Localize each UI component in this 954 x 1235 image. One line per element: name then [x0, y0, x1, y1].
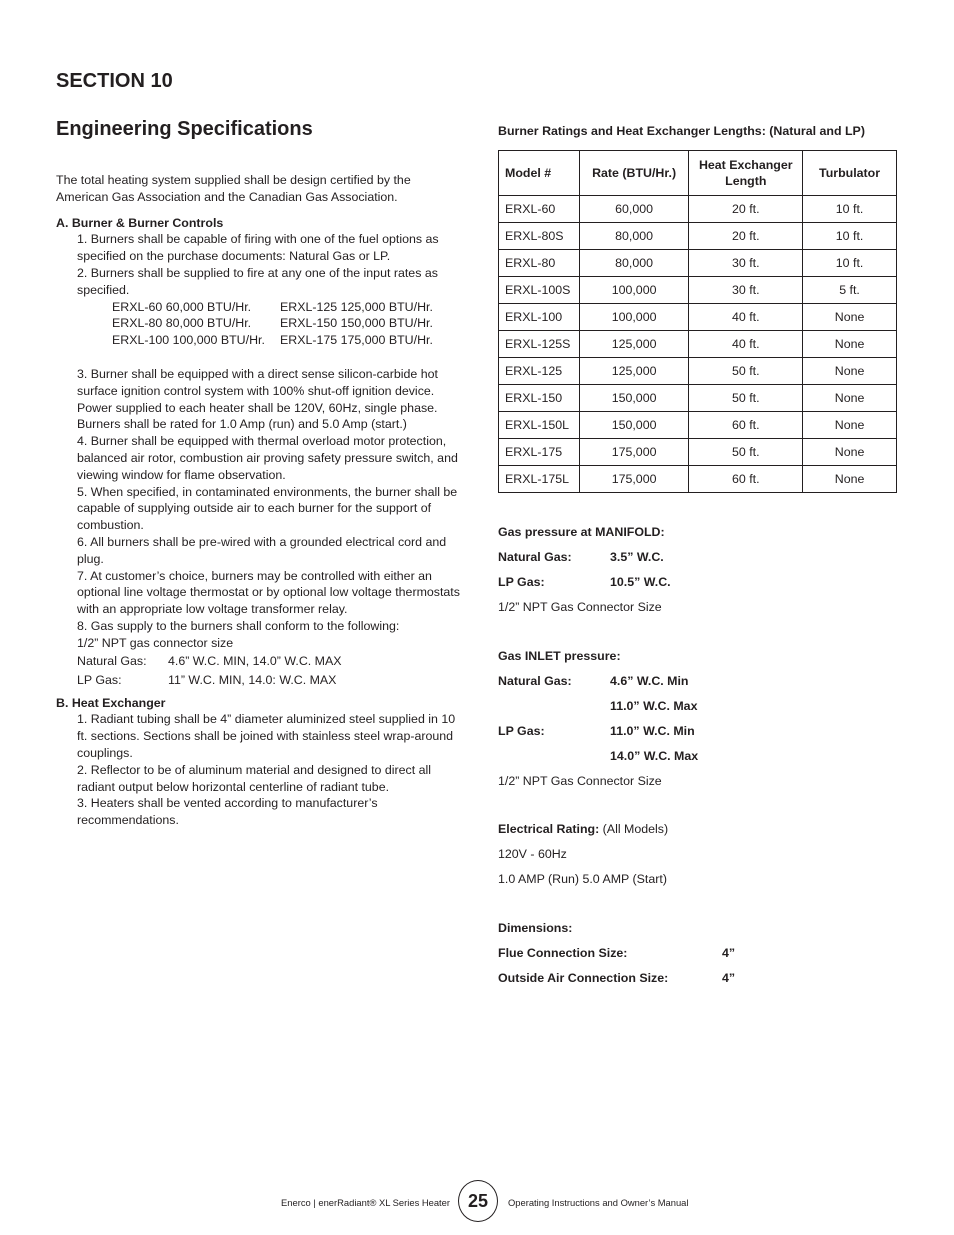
cell-turbulator: None	[803, 304, 897, 331]
dimensions-heading: Dimensions:	[498, 921, 573, 935]
cell-model: ERXL-80	[499, 250, 580, 277]
heat-exchanger-item-2: 2. Reflector to be of aluminum material and designed to direct all radiant output below horizontal centerline of radiant tube.	[77, 762, 432, 794]
gas-supply-natural	[56, 652, 461, 671]
cell-length: 40 ft.	[689, 331, 803, 358]
cell-rate: 125,000	[579, 331, 689, 358]
electrical-voltage: 120V - 60Hz	[498, 847, 567, 861]
rate-entry: ERXL-80 80,000 BTU/Hr.	[112, 316, 252, 331]
cell-rate: 175,000	[579, 439, 689, 466]
heat-exchanger-item-1: 1. Radiant tubing shall be 4” diameter aluminized steel supplied in 10 ft. sections. Sections shall be joined with stainless steel wrap-around couplings.	[77, 712, 456, 760]
flue-size-label: Flue Connection Size:	[498, 946, 628, 960]
burner-item-6: 6. All burners shall be pre-wired with a grounded electrical cord and plug.	[77, 534, 447, 566]
table-title: Burner Ratings and Heat Exchanger Lengths: (Natural and LP)	[498, 124, 865, 138]
cell-rate: 150,000	[579, 412, 689, 439]
table-row	[499, 466, 897, 493]
input-rates-list	[56, 299, 461, 349]
cell-turbulator: 10 ft.	[803, 250, 897, 277]
cell-model: ERXL-150L	[499, 412, 580, 439]
table-row	[499, 412, 897, 439]
table-row	[499, 277, 897, 304]
cell-turbulator: 10 ft.	[803, 196, 897, 223]
table-row	[499, 358, 897, 385]
table-row	[499, 439, 897, 466]
gas-supply-lp-label: LP Gas:	[77, 672, 122, 687]
cell-length: 50 ft.	[689, 385, 803, 412]
cell-turbulator: None	[803, 466, 897, 493]
cell-model: ERXL-175	[499, 439, 580, 466]
manifold-natural-label: Natural Gas:	[498, 550, 572, 564]
ratings-table-block	[498, 120, 898, 493]
table-row	[499, 250, 897, 277]
cell-turbulator: 10 ft.	[803, 223, 897, 250]
cell-rate: 175,000	[579, 466, 689, 493]
burner-item-7: 7. At customer’s choice, burners may be controlled with either an optional line voltage thermostat or by optional low voltage thermostats with an appropriate low voltage transformer relay.	[77, 568, 460, 617]
cell-length: 50 ft.	[689, 358, 803, 385]
cell-turbulator: None	[803, 439, 897, 466]
inlet-lp-max: 14.0” W.C. Max	[610, 749, 699, 763]
cell-turbulator: None	[803, 331, 897, 358]
manifold-lp-value: 10.5” W.C.	[610, 575, 671, 589]
cell-model: ERXL-100	[499, 304, 580, 331]
inlet-natural-label: Natural Gas:	[498, 674, 572, 688]
table-row	[499, 331, 897, 358]
page-footer	[0, 1180, 954, 1224]
intro-paragraph: The total heating system supplied shall be design certified by the American Gas Association and the Canadian Gas Association.	[56, 173, 411, 204]
cell-model: ERXL-125S	[499, 331, 580, 358]
cell-rate: 100,000	[579, 304, 689, 331]
cell-model: ERXL-175L	[499, 466, 580, 493]
manifold-connector: 1/2” NPT Gas Connector Size	[498, 600, 662, 614]
electrical-block	[498, 817, 668, 892]
cell-length: 30 ft.	[689, 250, 803, 277]
cell-rate: 80,000	[579, 250, 689, 277]
manifold-lp-label: LP Gas:	[498, 575, 545, 589]
footer-manual: Operating Instructions and Owner’s Manual	[508, 1197, 689, 1208]
cell-turbulator: None	[803, 385, 897, 412]
inlet-natural-min: 4.6” W.C. Min	[610, 674, 689, 688]
rate-entry: ERXL-100 100,000 BTU/Hr.	[112, 333, 265, 348]
heat-exchanger-item-3: 3. Heaters shall be vented according to manufacturer’s recommendations.	[77, 796, 378, 828]
page-title: Engineering Specifications	[56, 118, 313, 140]
table-row	[499, 223, 897, 250]
cell-model: ERXL-150	[499, 385, 580, 412]
spec-text-column	[56, 172, 461, 829]
section-label: SECTION 10	[56, 70, 173, 92]
table-row	[499, 304, 897, 331]
gas-supply-lp	[56, 671, 461, 690]
page-number: 25	[458, 1180, 498, 1222]
gas-supply-natural-label: Natural Gas:	[77, 653, 147, 668]
electrical-scope: (All Models)	[602, 822, 669, 836]
column-header: Turbulator	[803, 151, 897, 196]
column-header: Rate (BTU/Hr.)	[579, 151, 689, 196]
column-header: Heat Exchanger Length	[689, 151, 803, 196]
cell-model: ERXL-60	[499, 196, 580, 223]
cell-length: 30 ft.	[689, 277, 803, 304]
cell-length: 60 ft.	[689, 466, 803, 493]
table-header-row	[499, 151, 897, 196]
air-size-label: Outside Air Connection Size:	[498, 971, 669, 985]
inlet-lp-label: LP Gas:	[498, 724, 545, 738]
electrical-label: Electrical Rating:	[498, 822, 600, 836]
footer-product: Enerco | enerRadiant® XL Series Heater	[281, 1197, 450, 1208]
burner-item-5: 5. When specified, in contaminated environments, the burner shall be capable of supplying outside air to each burner for the support of combustion.	[77, 484, 458, 533]
burner-item-2: 2. Burners shall be supplied to fire at any one of the input rates as specified.	[77, 265, 438, 297]
rate-entry: ERXL-125 125,000 BTU/Hr.	[280, 299, 433, 314]
cell-model: ERXL-100S	[499, 277, 580, 304]
cell-turbulator: None	[803, 358, 897, 385]
burner-item-1: 1. Burners shall be capable of firing with one of the fuel options as specified on the purchase documents: Natural Gas or LP.	[77, 232, 439, 264]
burner-item-8: 8. Gas supply to the burners shall conform to the following:	[77, 618, 400, 633]
gas-supply-natural-value: 4.6” W.C. MIN, 14.0” W.C. MAX	[168, 653, 342, 668]
cell-rate: 60,000	[579, 196, 689, 223]
cell-rate: 125,000	[579, 358, 689, 385]
air-size-value: 4”	[722, 971, 736, 985]
manifold-natural-value: 3.5” W.C.	[610, 550, 664, 564]
rate-entry: ERXL-60 60,000 BTU/Hr.	[112, 299, 252, 314]
table-row	[499, 385, 897, 412]
cell-model: ERXL-125	[499, 358, 580, 385]
burner-item-4: 4. Burner shall be equipped with thermal overload motor protection, balanced air rotor, combustion air proving safety pressure switch, and viewing window for flame observation.	[77, 434, 458, 482]
cell-length: 20 ft.	[689, 196, 803, 223]
gas-supply-lp-value: 11” W.C. MIN, 14.0: W.C. MAX	[168, 672, 337, 687]
manifold-pressure-block	[498, 520, 671, 620]
inlet-pressure-block	[498, 644, 698, 794]
rate-entry: ERXL-175 175,000 BTU/Hr.	[280, 333, 433, 348]
inlet-connector: 1/2” NPT Gas Connector Size	[498, 774, 662, 788]
cell-turbulator: 5 ft.	[803, 277, 897, 304]
inlet-lp-min: 11.0” W.C. Min	[610, 724, 695, 738]
electrical-amps: 1.0 AMP (Run) 5.0 AMP (Start)	[498, 872, 667, 886]
cell-rate: 100,000	[579, 277, 689, 304]
cell-length: 50 ft.	[689, 439, 803, 466]
inlet-heading: Gas INLET pressure:	[498, 649, 621, 663]
table-row	[499, 196, 897, 223]
rate-entry: ERXL-150 150,000 BTU/Hr.	[280, 316, 433, 331]
cell-length: 60 ft.	[689, 412, 803, 439]
cell-length: 40 ft.	[689, 304, 803, 331]
cell-length: 20 ft.	[689, 223, 803, 250]
column-header: Model #	[499, 151, 580, 196]
dimensions-block	[498, 916, 735, 991]
cell-model: ERXL-80S	[499, 223, 580, 250]
cell-rate: 150,000	[579, 385, 689, 412]
cell-rate: 80,000	[579, 223, 689, 250]
heat-exchanger-heading: B. Heat Exchanger	[56, 695, 166, 710]
burner-ratings-table	[498, 150, 897, 493]
inlet-natural-max: 11.0” W.C. Max	[610, 699, 698, 713]
manifold-heading: Gas pressure at MANIFOLD:	[498, 525, 665, 539]
cell-turbulator: None	[803, 412, 897, 439]
burner-item-8-connector: 1/2” NPT gas connector size	[77, 635, 234, 650]
burner-heading: A. Burner & Burner Controls	[56, 215, 224, 230]
burner-item-3: 3. Burner shall be equipped with a direct sense silicon-carbide hot surface ignition control system with 100% shut-off ignition device. Power supplied to each heater shall be 120V, 60Hz, single phase. Burners shall be rated for 1.0 Amp (run) and 5.0 Amp (start.)	[77, 366, 438, 432]
flue-size-value: 4”	[722, 946, 736, 960]
